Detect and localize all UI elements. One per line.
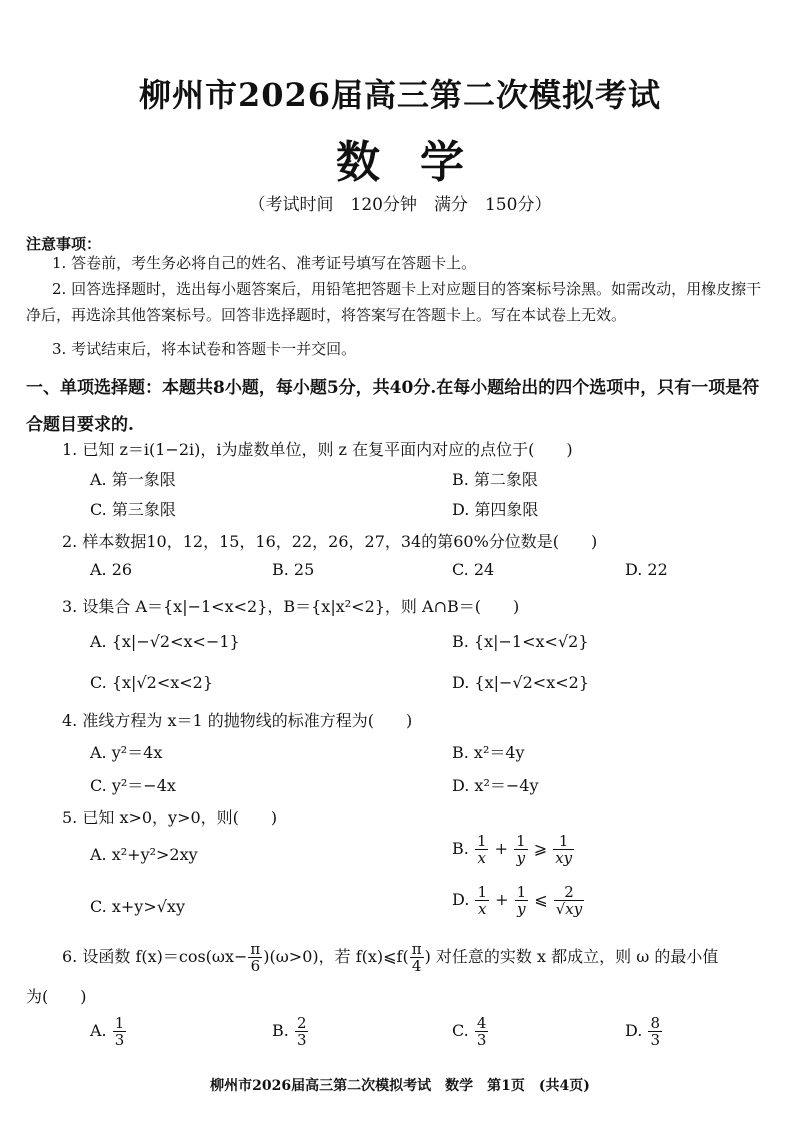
note-item-3: 3. 考试结束后，将本试卷和答题卡一并交回。 — [52, 340, 357, 358]
fraction-numerator: 8 — [650, 1014, 660, 1032]
fraction-numerator: 1 — [477, 883, 487, 901]
q1-option-b: B. 第二象限 — [452, 470, 538, 489]
q2-option-c: C. 24 — [452, 560, 495, 579]
subject-title: 数学 — [336, 137, 504, 188]
fraction — [113, 1015, 127, 1048]
q5-option-b — [452, 833, 575, 866]
fraction — [475, 884, 489, 917]
note-item-2: 2. 回答选择题时，选出每小题答案后，用铅笔把答题卡上对应题目的答案标号涂黑。如需改动，用橡皮擦干净后，再选涂其他答案标号。回答非选择题时，将答案写在答题卡上。写在本试卷上无效。 — [26, 280, 762, 324]
q3-option-c: C. {x|√2<x<2} — [90, 673, 214, 692]
q6-option-b — [272, 1015, 309, 1048]
q5-option-b-label: B. — [452, 839, 469, 858]
page-footer: 柳州市2026届高三第二次模拟考试 数学 第1页 (共4页) — [210, 1078, 590, 1094]
geq-sign: ⩾ — [533, 839, 548, 858]
question-4-stem: 4. 准线方程为 x＝1 的抛物线的标准方程为( ) — [62, 711, 413, 730]
fraction-numerator: 1 — [553, 833, 574, 850]
q1-option-c: C. 第三象限 — [90, 500, 176, 519]
note-item-1: 1. 答卷前，考生务必将自己的姓名、准考证号填写在答题卡上。 — [52, 254, 477, 272]
fraction — [295, 1015, 309, 1048]
fraction — [475, 833, 489, 866]
fraction-numerator: π — [411, 940, 422, 958]
section-heading: 一、单项选择题：本题共8小题，每小题5分，共40分.在每小题给出的四个选项中，只有一项是符合题目要求的. — [26, 378, 760, 435]
q4-option-b: B. x²＝4y — [452, 743, 525, 762]
fraction-numerator: 2 — [296, 1014, 307, 1032]
fraction-denominator: y — [517, 900, 526, 918]
fraction — [648, 1015, 662, 1048]
fraction-numerator: 1 — [114, 1014, 125, 1032]
q6-option-c — [452, 1015, 489, 1048]
fraction-numerator: 4 — [476, 1014, 487, 1032]
fraction — [514, 833, 528, 866]
exam-info: （考试时间 120分钟 满分 150分） — [248, 195, 552, 215]
q1-option-a: A. 第一象限 — [90, 470, 176, 489]
fraction-denominator: 3 — [650, 1031, 660, 1049]
leq-sign: ⩽ — [534, 890, 548, 909]
fraction-denominator: xy — [555, 849, 573, 867]
q2-option-b: B. 25 — [272, 560, 315, 579]
fraction-denominator: 6 — [250, 957, 261, 975]
option-label: C. — [452, 1021, 469, 1040]
q2-option-d: D. 22 — [625, 560, 668, 579]
fraction-denominator: 3 — [476, 1031, 487, 1049]
q5-option-d-label: D. — [452, 890, 470, 909]
q5-option-d — [452, 884, 585, 917]
plus-sign: + — [494, 839, 508, 858]
fraction-denominator: 4 — [411, 957, 422, 975]
q4-option-c: C. y²＝−4x — [90, 776, 176, 795]
question-6-stem-continued: 为( ) — [26, 987, 87, 1006]
q6-stem-part: 6. 设函数 f(x)＝cos(ωx− — [62, 947, 248, 966]
q4-option-a: A. y²＝4x — [90, 743, 163, 762]
question-6-stem — [62, 941, 718, 974]
fraction-numerator: 2 — [554, 884, 585, 901]
option-label: D. — [625, 1021, 643, 1040]
fraction-denominator: y — [516, 849, 526, 867]
q6-stem-part: )(ω>0)，若 f(x)⩽f( — [263, 947, 409, 966]
fraction-numerator: 1 — [476, 832, 487, 850]
fraction — [554, 884, 585, 917]
fraction-numerator: π — [250, 940, 261, 958]
notes-heading: 注意事项： — [26, 235, 102, 253]
q5-option-c: C. x+y>√xy — [90, 897, 185, 916]
q6-option-d — [625, 1015, 663, 1048]
question-1-stem: 1. 已知 z＝i(1−2i)，i为虚数单位，则 z 在复平面内对应的点位于( ) — [62, 440, 573, 459]
plus-sign: + — [495, 890, 509, 909]
option-label: B. — [272, 1021, 289, 1040]
q1-option-d: D. 第四象限 — [452, 500, 539, 519]
q3-option-d: D. {x|−√2<x<2} — [452, 673, 589, 692]
fraction-numerator: 1 — [516, 832, 526, 850]
fraction-denominator: 3 — [114, 1031, 125, 1049]
fraction-denominator: x — [477, 900, 487, 918]
question-5-stem: 5. 已知 x>0，y>0，则( ) — [62, 808, 278, 827]
fraction — [553, 833, 574, 866]
fraction-denominator: x — [477, 849, 486, 867]
fraction-denominator: √xy — [555, 900, 583, 918]
q2-option-a: A. 26 — [90, 560, 133, 579]
q3-option-b: B. {x|−1<x<√2} — [452, 632, 589, 651]
fraction-denominator: 3 — [296, 1031, 307, 1049]
q5-option-a: A. x²+y²>2xy — [90, 845, 198, 864]
fraction — [410, 941, 424, 974]
q6-option-a — [90, 1015, 127, 1048]
exam-title: 柳州市2026届高三第二次模拟考试 — [138, 76, 662, 114]
fraction-numerator: 1 — [516, 883, 527, 901]
fraction — [248, 941, 262, 974]
q3-option-a: A. {x|−√2<x<−1} — [90, 632, 240, 651]
fraction — [475, 1015, 489, 1048]
question-2-stem: 2. 样本数据10，12，15，16，22，26，27，34的第60%分位数是( ) — [62, 532, 598, 551]
q4-option-d: D. x²＝−4y — [452, 776, 539, 795]
fraction — [515, 884, 529, 917]
option-label: A. — [90, 1021, 107, 1040]
question-3-stem: 3. 设集合 A＝{x|−1<x<2}，B＝{x|x²<2}，则 A∩B＝( ) — [62, 597, 520, 616]
q6-stem-part: ) 对任意的实数 x 都成立，则 ω 的最小值 — [424, 947, 719, 966]
